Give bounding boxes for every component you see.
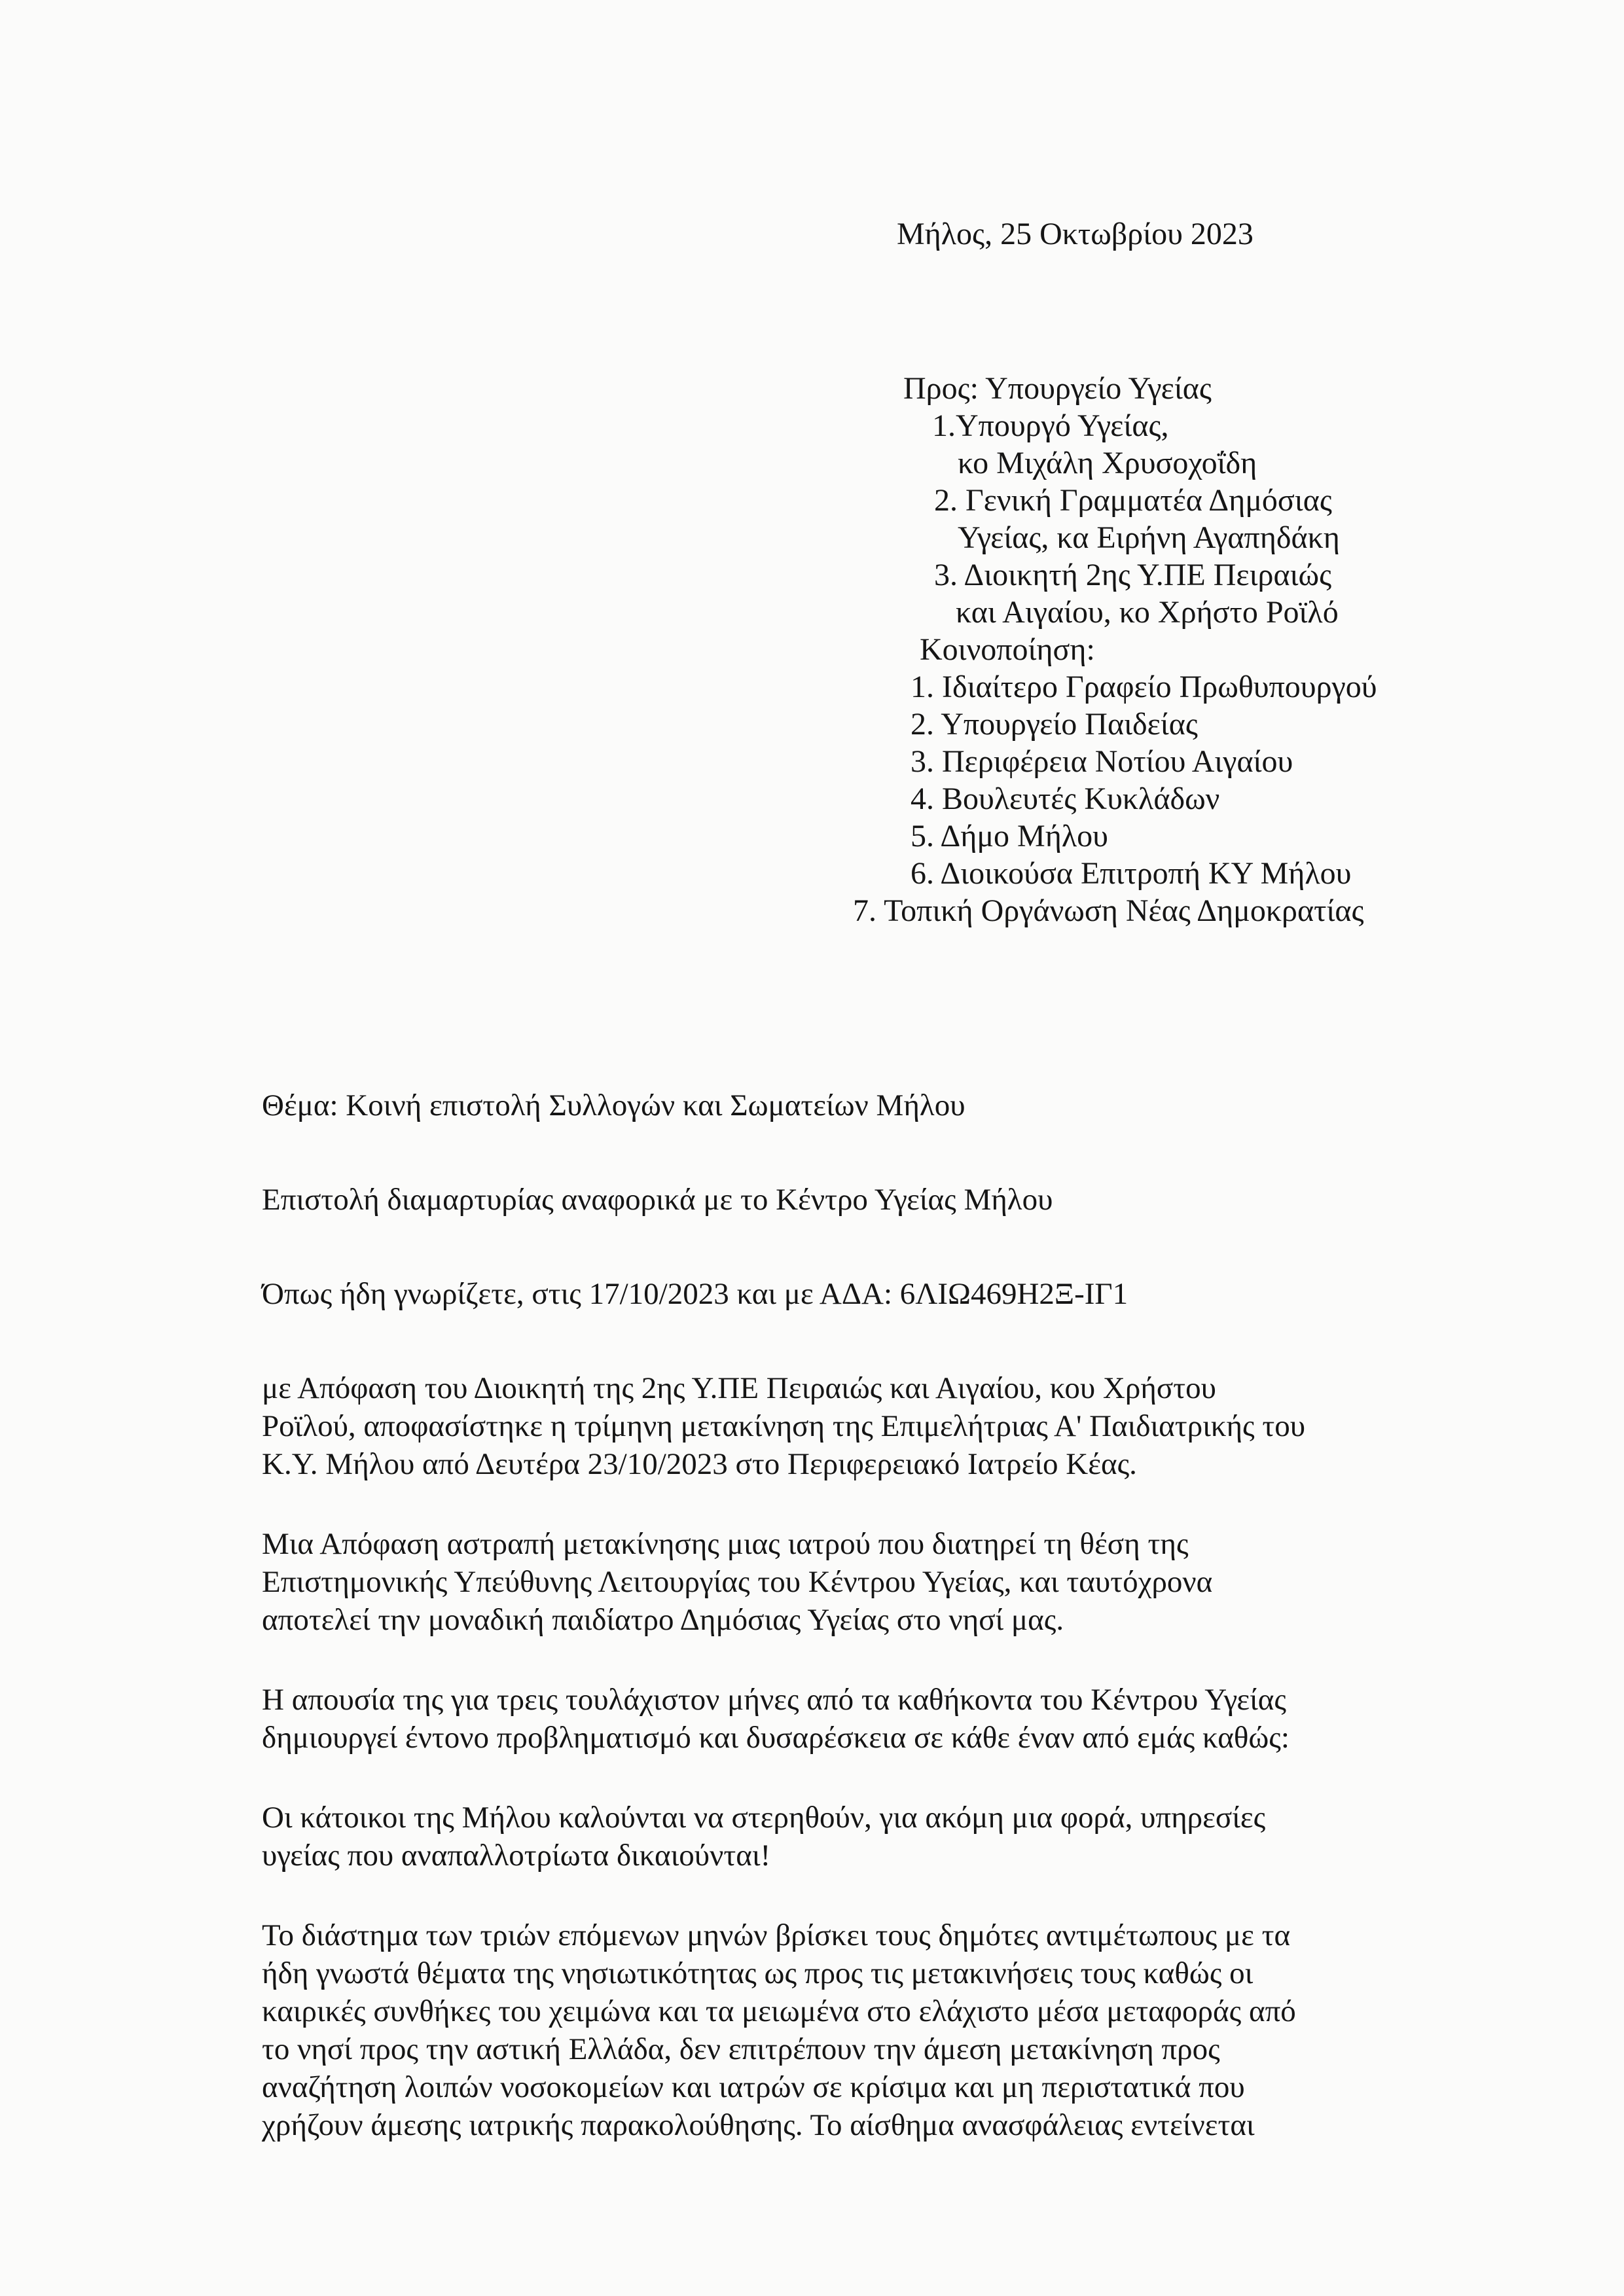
cc-line: 5. Δήμο Μήλου [911,819,1108,853]
paragraph-line: δημιουργεί έντονο προβληματισμό και δυσαρέσκεια σε κάθε έναν από εμάς καθώς: [262,1721,1290,1755]
paragraph-line: αναζήτηση λοιπών νοσοκομείων και ιατρών σε κρίσιμα και μη περιστατικά που [262,2070,1245,2104]
paragraph-line: το νησί προς την αστική Ελλάδα, δεν επιτρέπουν την άμεση μετακίνηση προς [262,2032,1220,2066]
letter-intro: Όπως ήδη γνωρίζετε, στις 17/10/2023 και με ΑΔΑ: 6ΛΙΩ469Η2Ξ-ΙΓ1 [262,1277,1128,1311]
paragraph-3 [262,1681,1440,1757]
cc-line: 3. Περιφέρεια Νοτίου Αιγαίου [911,744,1293,779]
cc-line: 4. Βουλευτές Κυκλάδων [911,781,1220,816]
recipient-line: Υγείας, κα Ειρήνη Αγαπηδάκη [958,520,1340,555]
letter-title: Επιστολή διαμαρτυρίας αναφορικά με το Κέντρο Υγείας Μήλου [262,1183,1053,1217]
paragraph-1 [262,1369,1440,1483]
recipient-line: κο Μιχάλη Χρυσοχοΐδη [958,446,1257,480]
paragraph-2 [262,1525,1440,1639]
paragraph-line: χρήζουν άμεσης ιατρικής παρακολούθησης. Το αίσθημα ανασφάλειας εντείνεται [262,2108,1255,2142]
paragraph-line: ήδη γνωστά θέματα της νησιωτικότητας ως προς τις μετακινήσεις τους καθώς οι [262,1956,1254,1990]
cc-line: 6. Διοικούσα Επιτροπή ΚΥ Μήλου [911,856,1352,891]
paragraph-line: Οι κάτοικοι της Μήλου καλούνται να στερηθούν, για ακόμη μια φορά, υπηρεσίες [262,1801,1266,1835]
recipient-line: και Αιγαίου, κο Χρήστο Ροϊλό [956,595,1339,630]
recipients-block [851,370,1506,929]
paragraph-line: Το διάστημα των τριών επόμενων μηνών βρίσκει τους δημότες αντιμέτωπους με τα [262,1918,1291,1952]
paragraph-line: Επιστημονικής Υπεύθυνης Λειτουργίας του Κέντρου Υγείας, και ταυτόχρονα [262,1565,1213,1599]
letter-body [262,1086,1440,2144]
recipients-to-label: Προς: Υπουργείο Υγείας [903,371,1212,406]
paragraph-line: με Απόφαση του Διοικητή της 2ης Υ.ΠΕ Πειραιώς και Αιγαίου, κου Χρήστου [262,1371,1216,1405]
letter-subject: Θέμα: Κοινή επιστολή Συλλογών και Σωματείων Μήλου [262,1088,965,1122]
cc-line: 1. Ιδιαίτερο Γραφείο Πρωθυπουργού [911,670,1377,704]
paragraph-line: καιρικές συνθήκες του χειμώνα και τα μειωμένα στο ελάχιστο μέσα μεταφοράς από [262,1994,1296,2028]
recipient-line: 1.Υπουργό Υγείας, [932,408,1169,443]
paragraph-4 [262,1799,1440,1874]
recipient-line: 3. Διοικητή 2ης Υ.ΠΕ Πειραιώς [934,558,1332,592]
paragraph-5 [262,1916,1440,2144]
paragraph-line: Μια Απόφαση αστραπή μετακίνησης μιας ιατρού που διατηρεί τη θέση της [262,1527,1189,1561]
paragraph-line: Ροϊλού, αποφασίστηκε η τρίμηνη μετακίνηση της Επιμελήτριας Α' Παιδιατρικής του [262,1409,1306,1443]
cc-line: 7. Τοπική Οργάνωση Νέας Δημοκρατίας [853,893,1364,928]
recipients-cc-label: Κοινοποίηση: [920,632,1095,667]
recipient-line: 2. Γενική Γραμματέα Δημόσιας [934,483,1332,518]
paragraph-line: αποτελεί την μοναδική παιδίατρο Δημόσιας Υγείας στο νησί μας. [262,1603,1064,1637]
paragraph-line: υγείας που αναπαλλοτρίωτα δικαιούνται! [262,1839,771,1873]
paragraph-line: Η απουσία της για τρεις τουλάχιστον μήνες από τα καθήκοντα του Κέντρου Υγείας [262,1683,1287,1717]
paragraph-line: Κ.Υ. Μήλου από Δευτέρα 23/10/2023 στο Περιφερειακό Ιατρείο Κέας. [262,1447,1137,1481]
letter-date: Μήλος, 25 Οκτωβρίου 2023 [897,217,1254,251]
cc-line: 2. Υπουργείο Παιδείας [911,707,1198,742]
